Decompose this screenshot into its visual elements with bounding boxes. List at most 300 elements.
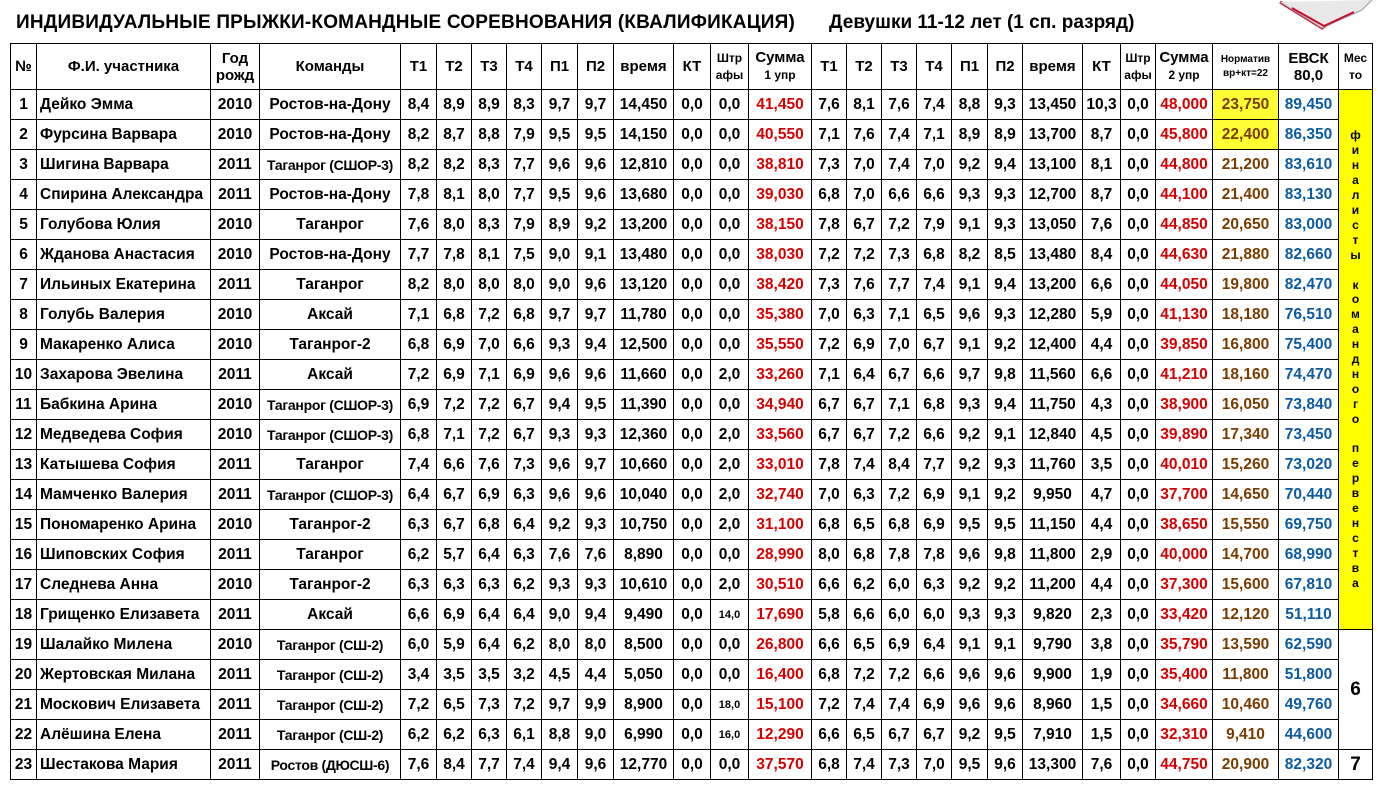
norm-value: 21,880 (1213, 240, 1279, 270)
score-p2b: 9,8 (988, 360, 1023, 390)
row-num: 23 (11, 750, 37, 780)
score-p1b: 9,7 (952, 360, 988, 390)
evsk-value: 82,470 (1279, 270, 1339, 300)
penalty: 0,0 (711, 270, 749, 300)
score-t2b: 6,2 (847, 570, 882, 600)
sum-routine-1: 30,510 (749, 570, 812, 600)
score-t4: 6,9 (507, 360, 542, 390)
col-header-name: Ф.И. участника (37, 44, 211, 90)
score-t2: 8,1 (437, 180, 472, 210)
score-kt: 0,0 (674, 480, 711, 510)
flight-time-2: 12,400 (1023, 330, 1083, 360)
score-t1: 6,3 (401, 570, 437, 600)
score-t2: 6,5 (437, 690, 472, 720)
flight-time-2: 9,950 (1023, 480, 1083, 510)
team-name: Таганрог-2 (260, 330, 401, 360)
birth-year: 2010 (211, 330, 260, 360)
athlete-name: Захарова Эвелина (37, 360, 211, 390)
sum-routine-1: 33,560 (749, 420, 812, 450)
team-name: Таганрог-2 (260, 510, 401, 540)
score-t1: 6,8 (401, 420, 437, 450)
score-p1b: 9,1 (952, 270, 988, 300)
birth-year: 2010 (211, 510, 260, 540)
row-num: 5 (11, 210, 37, 240)
norm-value: 15,600 (1213, 570, 1279, 600)
score-t1: 8,2 (401, 150, 437, 180)
score-t2: 6,9 (437, 330, 472, 360)
col-header-num: № (11, 44, 37, 90)
sum-routine-1: 34,940 (749, 390, 812, 420)
sum-routine-2: 41,130 (1156, 300, 1213, 330)
row-num: 16 (11, 540, 37, 570)
norm-value: 21,400 (1213, 180, 1279, 210)
score-t2: 5,9 (437, 630, 472, 660)
score-kt2: 10,3 (1083, 90, 1121, 120)
sum-routine-2: 34,660 (1156, 690, 1213, 720)
birth-year: 2010 (211, 630, 260, 660)
score-t3: 7,7 (472, 750, 507, 780)
norm-value: 15,550 (1213, 510, 1279, 540)
evsk-value: 83,130 (1279, 180, 1339, 210)
athlete-name: Мамченко Валерия (37, 480, 211, 510)
birth-year: 2010 (211, 120, 260, 150)
score-t2b: 6,5 (847, 510, 882, 540)
flight-time-2: 13,100 (1023, 150, 1083, 180)
table-row (11, 750, 1373, 780)
team-name: Таганрог (СШ-2) (260, 720, 401, 750)
col-header-penalty2: Штр афы (1121, 44, 1156, 90)
score-t3: 7,6 (472, 450, 507, 480)
score-t3: 8,8 (472, 120, 507, 150)
flight-time-2: 12,840 (1023, 420, 1083, 450)
score-t2b: 6,3 (847, 480, 882, 510)
score-p2b: 9,1 (988, 630, 1023, 660)
team-name: Таганрог (СШ-2) (260, 690, 401, 720)
score-kt: 0,0 (674, 630, 711, 660)
score-p2: 9,9 (578, 690, 614, 720)
score-kt: 0,0 (674, 210, 711, 240)
score-p1b: 8,8 (952, 90, 988, 120)
score-p2: 9,5 (578, 120, 614, 150)
score-t4: 6,3 (507, 480, 542, 510)
score-kt2: 1,5 (1083, 720, 1121, 750)
athlete-name: Пономаренко Арина (37, 510, 211, 540)
score-t2b: 7,4 (847, 750, 882, 780)
score-t3b: 7,4 (882, 150, 917, 180)
score-t4b: 6,9 (917, 690, 952, 720)
row-num: 19 (11, 630, 37, 660)
athlete-name: Бабкина Арина (37, 390, 211, 420)
score-p1: 9,3 (542, 420, 578, 450)
score-p1: 9,6 (542, 360, 578, 390)
score-t3b: 7,6 (882, 90, 917, 120)
evsk-value: 69,750 (1279, 510, 1339, 540)
col-header-t1b: Т1 (812, 44, 847, 90)
birth-year: 2011 (211, 360, 260, 390)
flight-time: 9,490 (614, 600, 674, 630)
score-t4: 8,0 (507, 270, 542, 300)
penalty: 0,0 (711, 180, 749, 210)
sum-routine-1: 16,400 (749, 660, 812, 690)
sum-routine-1: 38,810 (749, 150, 812, 180)
score-p1: 4,5 (542, 660, 578, 690)
team-name: Ростов (ДЮСШ-6) (260, 750, 401, 780)
penalty: 0,0 (711, 390, 749, 420)
score-kt2: 8,7 (1083, 180, 1121, 210)
table-row (11, 540, 1373, 570)
score-t3: 6,8 (472, 510, 507, 540)
score-t1: 8,2 (401, 120, 437, 150)
score-t2b: 7,4 (847, 690, 882, 720)
score-p2: 9,5 (578, 390, 614, 420)
table-header-row (11, 44, 1373, 90)
flight-time-2: 12,700 (1023, 180, 1083, 210)
table-row (11, 120, 1373, 150)
score-t3: 6,3 (472, 570, 507, 600)
evsk-value: 44,600 (1279, 720, 1339, 750)
sum-routine-1: 12,290 (749, 720, 812, 750)
score-t1: 6,2 (401, 720, 437, 750)
birth-year: 2010 (211, 90, 260, 120)
score-t1: 7,4 (401, 450, 437, 480)
flight-time-2: 12,280 (1023, 300, 1083, 330)
score-p1b: 9,5 (952, 510, 988, 540)
col-header-t1: Т1 (401, 44, 437, 90)
sum-routine-2: 45,800 (1156, 120, 1213, 150)
score-t2: 5,7 (437, 540, 472, 570)
birth-year: 2011 (211, 660, 260, 690)
score-t4b: 6,6 (917, 360, 952, 390)
score-t4: 6,8 (507, 300, 542, 330)
score-t2b: 6,5 (847, 630, 882, 660)
athlete-name: Катышева София (37, 450, 211, 480)
score-t1b: 7,2 (812, 690, 847, 720)
score-t3: 7,2 (472, 420, 507, 450)
score-t1b: 6,8 (812, 510, 847, 540)
row-num: 20 (11, 660, 37, 690)
score-t1: 7,8 (401, 180, 437, 210)
penalty-2: 0,0 (1121, 480, 1156, 510)
evsk-value: 67,810 (1279, 570, 1339, 600)
score-p2b: 9,5 (988, 720, 1023, 750)
team-name: Таганрог (СШОР-3) (260, 420, 401, 450)
score-kt2: 8,7 (1083, 120, 1121, 150)
score-t3b: 7,4 (882, 120, 917, 150)
score-p2: 4,4 (578, 660, 614, 690)
score-p1: 9,7 (542, 90, 578, 120)
score-p1b: 9,1 (952, 480, 988, 510)
score-t4b: 7,7 (917, 450, 952, 480)
score-kt2: 4,5 (1083, 420, 1121, 450)
score-kt: 0,0 (674, 570, 711, 600)
score-t2: 7,1 (437, 420, 472, 450)
row-num: 12 (11, 420, 37, 450)
row-num: 14 (11, 480, 37, 510)
birth-year: 2010 (211, 300, 260, 330)
score-t1: 6,2 (401, 540, 437, 570)
penalty: 0,0 (711, 120, 749, 150)
col-header-t4: Т4 (507, 44, 542, 90)
score-p1b: 9,2 (952, 150, 988, 180)
team-name: Таганрог (СШОР-3) (260, 390, 401, 420)
sum-routine-1: 15,100 (749, 690, 812, 720)
sum-routine-1: 17,690 (749, 600, 812, 630)
score-kt: 0,0 (674, 330, 711, 360)
table-row (11, 330, 1373, 360)
team-name: Таганрог-2 (260, 570, 401, 600)
score-t3b: 7,1 (882, 390, 917, 420)
score-p2b: 9,3 (988, 600, 1023, 630)
score-t2b: 6,5 (847, 720, 882, 750)
score-t4b: 7,8 (917, 540, 952, 570)
score-t4: 6,2 (507, 630, 542, 660)
score-p1: 9,7 (542, 300, 578, 330)
score-p2b: 9,8 (988, 540, 1023, 570)
team-name: Таганрог (СШ-2) (260, 660, 401, 690)
score-t3: 7,3 (472, 690, 507, 720)
score-p1: 7,6 (542, 540, 578, 570)
row-num: 4 (11, 180, 37, 210)
score-t1: 6,9 (401, 390, 437, 420)
score-p2: 9,7 (578, 300, 614, 330)
row-num: 7 (11, 270, 37, 300)
penalty: 2,0 (711, 450, 749, 480)
birth-year: 2010 (211, 240, 260, 270)
score-p2b: 8,5 (988, 240, 1023, 270)
penalty-2: 0,0 (1121, 570, 1156, 600)
score-t1b: 7,1 (812, 360, 847, 390)
score-kt: 0,0 (674, 180, 711, 210)
score-t3b: 7,2 (882, 660, 917, 690)
score-t3: 8,0 (472, 180, 507, 210)
row-num: 15 (11, 510, 37, 540)
score-kt2: 2,3 (1083, 600, 1121, 630)
flight-time: 8,900 (614, 690, 674, 720)
evsk-value: 73,840 (1279, 390, 1339, 420)
score-t1: 8,2 (401, 270, 437, 300)
sum-routine-1: 28,990 (749, 540, 812, 570)
evsk-value: 89,450 (1279, 90, 1339, 120)
score-t2b: 6,6 (847, 600, 882, 630)
birth-year: 2011 (211, 750, 260, 780)
score-t1b: 7,1 (812, 120, 847, 150)
score-t4b: 6,6 (917, 420, 952, 450)
score-t3b: 7,1 (882, 300, 917, 330)
score-p2: 9,0 (578, 720, 614, 750)
sum-routine-2: 37,300 (1156, 570, 1213, 600)
score-p1b: 9,3 (952, 390, 988, 420)
score-kt2: 7,6 (1083, 750, 1121, 780)
score-t3b: 6,7 (882, 360, 917, 390)
score-p2b: 9,3 (988, 450, 1023, 480)
score-p1: 9,5 (542, 120, 578, 150)
flight-time-2: 9,900 (1023, 660, 1083, 690)
score-kt: 0,0 (674, 600, 711, 630)
score-t3: 6,4 (472, 540, 507, 570)
athlete-name: Медведева София (37, 420, 211, 450)
penalty-2: 0,0 (1121, 300, 1156, 330)
penalty-2: 0,0 (1121, 540, 1156, 570)
col-header-t2b: Т2 (847, 44, 882, 90)
score-t2: 8,9 (437, 90, 472, 120)
athlete-name: Следнева Анна (37, 570, 211, 600)
flight-time: 6,990 (614, 720, 674, 750)
table-row (11, 390, 1373, 420)
score-t1b: 7,0 (812, 480, 847, 510)
score-t3b: 6,9 (882, 630, 917, 660)
score-kt2: 3,5 (1083, 450, 1121, 480)
score-p2b: 9,4 (988, 390, 1023, 420)
penalty-2: 0,0 (1121, 90, 1156, 120)
score-t1: 6,6 (401, 600, 437, 630)
page-subtitle: Девушки 11-12 лет (1 сп. разряд) (829, 12, 1135, 33)
sum-routine-1: 38,030 (749, 240, 812, 270)
score-p1b: 9,5 (952, 750, 988, 780)
score-t4: 7,4 (507, 750, 542, 780)
sum-routine-1: 41,450 (749, 90, 812, 120)
score-p1: 9,0 (542, 270, 578, 300)
score-t1b: 6,6 (812, 570, 847, 600)
penalty: 18,0 (711, 690, 749, 720)
flight-time: 12,360 (614, 420, 674, 450)
score-p1: 9,0 (542, 600, 578, 630)
score-t2b: 6,3 (847, 300, 882, 330)
score-kt2: 3,8 (1083, 630, 1121, 660)
penalty: 2,0 (711, 570, 749, 600)
athlete-name: Фурсина Варвара (37, 120, 211, 150)
score-kt: 0,0 (674, 450, 711, 480)
sum-routine-1: 39,030 (749, 180, 812, 210)
flight-time: 10,660 (614, 450, 674, 480)
team-name: Аксай (260, 600, 401, 630)
score-p2b: 9,5 (988, 510, 1023, 540)
score-t4: 6,2 (507, 570, 542, 600)
score-t3b: 7,2 (882, 480, 917, 510)
score-p2: 9,2 (578, 210, 614, 240)
team-name: Таганрог (СШОР-3) (260, 150, 401, 180)
sum-routine-1: 32,740 (749, 480, 812, 510)
score-t4b: 6,8 (917, 240, 952, 270)
score-p2b: 9,3 (988, 210, 1023, 240)
penalty-2: 0,0 (1121, 600, 1156, 630)
score-t1: 7,2 (401, 690, 437, 720)
page-title: ИНДИВИДУАЛЬНЫЕ ПРЫЖКИ-КОМАНДНЫЕ СОРЕВНОВАНИЯ (КВАЛИФИКАЦИЯ) (16, 12, 796, 33)
score-p2: 9,7 (578, 450, 614, 480)
score-kt: 0,0 (674, 150, 711, 180)
score-t1: 7,6 (401, 750, 437, 780)
score-p2b: 9,6 (988, 690, 1023, 720)
score-p1: 8,8 (542, 720, 578, 750)
team-name: Ростов-на-Дону (260, 180, 401, 210)
score-p2: 9,6 (578, 480, 614, 510)
score-t4: 7,7 (507, 180, 542, 210)
score-t2: 6,6 (437, 450, 472, 480)
athlete-name: Ильиных Екатерина (37, 270, 211, 300)
team-name: Аксай (260, 360, 401, 390)
score-t4: 3,2 (507, 660, 542, 690)
score-t4b: 6,4 (917, 630, 952, 660)
evsk-value: 70,440 (1279, 480, 1339, 510)
row-num: 13 (11, 450, 37, 480)
score-p1b: 9,1 (952, 330, 988, 360)
score-kt: 0,0 (674, 510, 711, 540)
col-header-kt: КТ (674, 44, 711, 90)
penalty: 2,0 (711, 480, 749, 510)
score-t3b: 7,7 (882, 270, 917, 300)
flight-time-2: 13,480 (1023, 240, 1083, 270)
sum-routine-2: 38,900 (1156, 390, 1213, 420)
norm-value: 16,800 (1213, 330, 1279, 360)
score-t4: 6,7 (507, 420, 542, 450)
birth-year: 2010 (211, 390, 260, 420)
score-p2b: 9,2 (988, 570, 1023, 600)
score-t4: 7,2 (507, 690, 542, 720)
score-p2b: 9,3 (988, 90, 1023, 120)
penalty-2: 0,0 (1121, 150, 1156, 180)
row-num: 21 (11, 690, 37, 720)
score-t4: 6,7 (507, 390, 542, 420)
score-p2b: 9,6 (988, 660, 1023, 690)
row-num: 18 (11, 600, 37, 630)
penalty-2: 0,0 (1121, 330, 1156, 360)
penalty: 0,0 (711, 750, 749, 780)
flight-time-2: 11,800 (1023, 540, 1083, 570)
score-t4: 6,4 (507, 600, 542, 630)
flight-time: 10,750 (614, 510, 674, 540)
norm-value: 20,650 (1213, 210, 1279, 240)
score-t3: 7,1 (472, 360, 507, 390)
col-header-p2: П2 (578, 44, 614, 90)
score-t4b: 6,5 (917, 300, 952, 330)
evsk-value: 49,760 (1279, 690, 1339, 720)
norm-value: 18,180 (1213, 300, 1279, 330)
flight-time: 14,150 (614, 120, 674, 150)
flight-time: 8,500 (614, 630, 674, 660)
flight-time: 13,200 (614, 210, 674, 240)
score-p1b: 9,2 (952, 420, 988, 450)
score-t3b: 8,4 (882, 450, 917, 480)
score-t4: 6,3 (507, 540, 542, 570)
table-row (11, 270, 1373, 300)
score-kt: 0,0 (674, 270, 711, 300)
score-t1: 8,4 (401, 90, 437, 120)
row-num: 2 (11, 120, 37, 150)
athlete-name: Алёшина Елена (37, 720, 211, 750)
athlete-name: Шигина Варвара (37, 150, 211, 180)
score-t2: 7,8 (437, 240, 472, 270)
score-kt: 0,0 (674, 390, 711, 420)
score-t3: 7,2 (472, 390, 507, 420)
score-p1: 8,0 (542, 630, 578, 660)
row-num: 9 (11, 330, 37, 360)
score-p2b: 9,6 (988, 750, 1023, 780)
sum-routine-2: 38,650 (1156, 510, 1213, 540)
score-t2: 8,0 (437, 210, 472, 240)
score-kt: 0,0 (674, 660, 711, 690)
athlete-name: Спирина Александра (37, 180, 211, 210)
score-t1b: 7,6 (812, 90, 847, 120)
score-t4: 6,4 (507, 510, 542, 540)
score-t3b: 6,7 (882, 720, 917, 750)
score-t4: 6,6 (507, 330, 542, 360)
penalty-2: 0,0 (1121, 240, 1156, 270)
norm-value: 18,160 (1213, 360, 1279, 390)
col-header-t2: Т2 (437, 44, 472, 90)
penalty-2: 0,0 (1121, 420, 1156, 450)
score-p1b: 9,6 (952, 690, 988, 720)
sum-routine-1: 37,570 (749, 750, 812, 780)
score-p2: 7,6 (578, 540, 614, 570)
